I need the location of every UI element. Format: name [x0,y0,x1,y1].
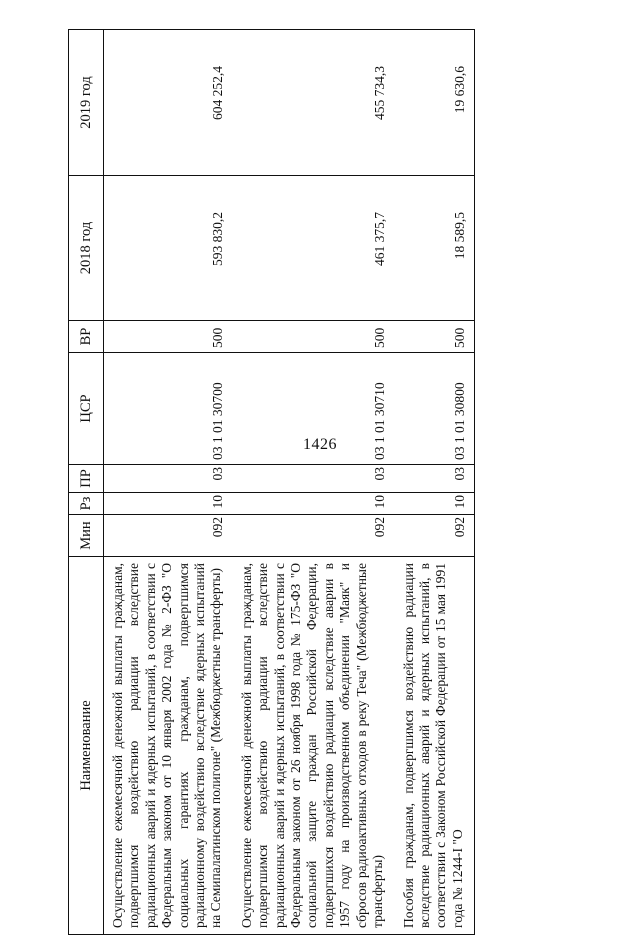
rotated-table-container [68,30,593,935]
table-header-row [69,30,104,935]
row-2018: 461 375,7 [233,176,395,321]
row-min: 092 [233,515,395,557]
row-name: Осуществление ежемесячной денежной выплаты гражданам, подвергшимся воздействию радиации вследствие радиационных аварий и ядерных испытаний, в соответствии с Федеральным законом от 10 января 2002 года № 2-ФЗ "О социальных гарантиях гражданам, подвергшимся радиационному воздействию вследствие ядерных испытаний на Семипалатинском полигоне" (Межбюджетные трансферты) [104,557,233,935]
row-pr: 03 [104,465,233,493]
header-min: Мин [69,515,104,557]
row-2019: 604 252,4 [104,30,233,176]
row-rz: 10 [104,493,233,515]
row-rz: 10 [233,493,395,515]
table-row [233,30,395,935]
row-rz: 10 [395,493,475,515]
budget-table [68,29,475,935]
table-row [104,30,233,935]
table-row [395,30,475,935]
row-csr: 03 1 01 30800 [395,353,475,465]
row-2019: 455 734,3 [233,30,395,176]
header-name: Наименование [69,557,104,935]
row-vr: 500 [233,321,395,353]
row-pr: 03 [233,465,395,493]
header-rz: Рз [69,493,104,515]
row-csr: 03 1 01 30710 [233,353,395,465]
header-pr: ПР [69,465,104,493]
page-number: 1426 [303,436,337,453]
row-min: 092 [395,515,475,557]
row-min: 092 [104,515,233,557]
row-name: Осуществление ежемесячной денежной выплаты гражданам, подвергшимся воздействию радиации вследствие радиационных аварий и ядерных испытаний, в соответствии с Федеральным законом от 26 ноября 1998 года № 175-ФЗ "О социальной защите граждан Российской Федерации, подвергшихся воздействию радиации вследствие аварии в 1957 году на производственном объединении "Маяк" и сбросов радиоактивных отходов в реку Теча" (Межбюджетные трансферты) [233,557,395,935]
row-name: Пособия гражданам, подвергшимся воздействию радиации вследствие радиационных аварий и ядерных испытаний, в соответствии с Законом Российской Федерации от 15 мая 1991 года № 1244-I "О [395,557,475,935]
header-2019: 2019 год [69,30,104,176]
header-2018: 2018 год [69,176,104,321]
row-vr: 500 [395,321,475,353]
row-pr: 03 [395,465,475,493]
row-csr: 03 1 01 30700 [104,353,233,465]
row-2018: 18 589,5 [395,176,475,321]
row-vr: 500 [104,321,233,353]
header-vr: ВР [69,321,104,353]
row-2018: 593 830,2 [104,176,233,321]
header-csr: ЦСР [69,353,104,465]
row-2019: 19 630,6 [395,30,475,176]
